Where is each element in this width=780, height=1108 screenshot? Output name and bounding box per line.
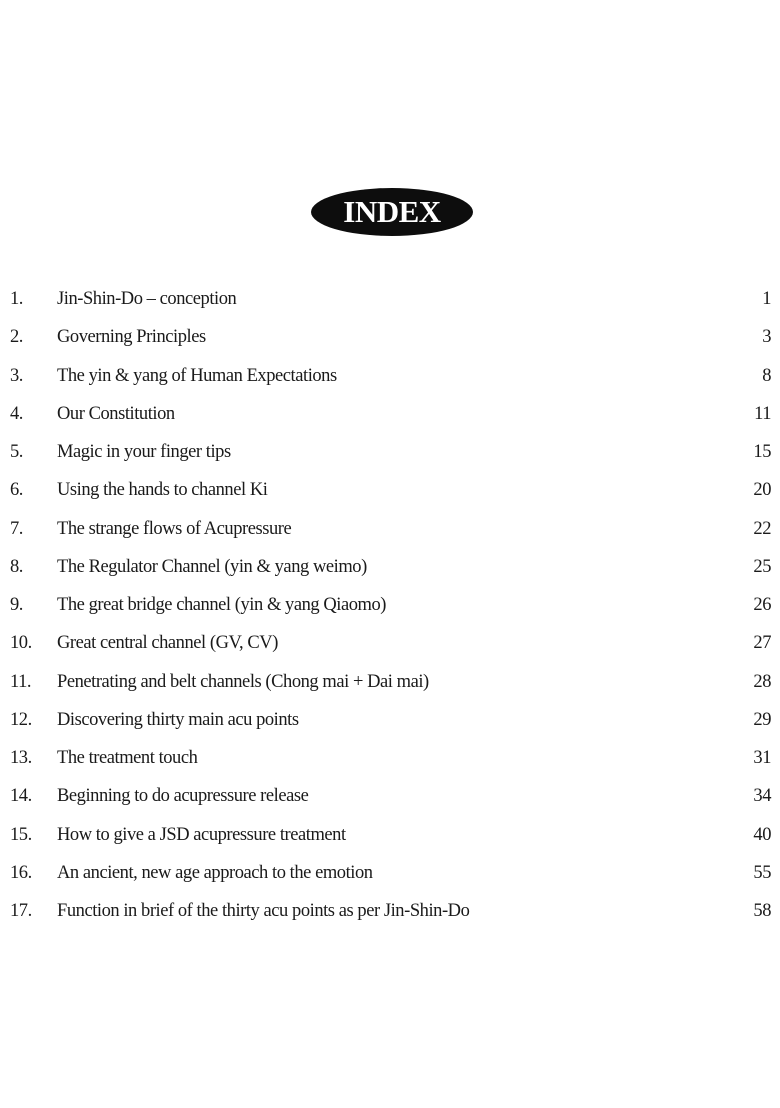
entry-page-number: 15 xyxy=(753,442,771,462)
entry-number: 13. xyxy=(10,748,32,768)
index-heading-badge xyxy=(311,188,473,236)
entry-number: 7. xyxy=(10,518,23,539)
entry-page-number: 58 xyxy=(753,901,771,921)
index-heading: INDEX xyxy=(343,194,441,229)
entry-page-number: 3 xyxy=(762,327,771,348)
entry-number: 15. xyxy=(10,824,32,845)
toc-entry xyxy=(0,705,780,735)
entry-title: An ancient, new age approach to the emotion xyxy=(57,862,373,883)
entry-title: Beginning to do acupressure release xyxy=(57,786,309,807)
entry-title: The treatment touch xyxy=(57,748,198,768)
entry-page-number: 26 xyxy=(753,595,771,615)
entry-page-number: 28 xyxy=(753,671,771,692)
entry-title: The Regulator Channel (yin & yang weimo) xyxy=(57,556,367,577)
entry-number: 8. xyxy=(10,556,23,577)
toc-entry xyxy=(0,628,780,658)
entry-number: 9. xyxy=(10,595,23,615)
toc-entry xyxy=(0,437,780,467)
entry-number: 4. xyxy=(10,403,23,424)
entry-number: 12. xyxy=(10,709,32,730)
entry-title: The great bridge channel (yin & yang Qiaomo) xyxy=(57,595,387,615)
entry-number: 5. xyxy=(10,442,23,462)
entry-number: 14. xyxy=(10,786,32,807)
entry-number: 3. xyxy=(10,365,23,386)
entry-page-number: 40 xyxy=(753,824,771,845)
entry-title: Discovering thirty main acu points xyxy=(57,709,299,730)
entry-number: 17. xyxy=(10,901,32,921)
toc-entry xyxy=(0,514,780,544)
entry-number: 16. xyxy=(10,862,32,883)
toc-entry xyxy=(0,475,780,505)
entry-page-number: 20 xyxy=(753,480,771,501)
entry-title: Our Constitution xyxy=(57,403,175,424)
entry-page-number: 29 xyxy=(753,709,771,730)
toc-entry xyxy=(0,284,780,314)
entry-title: Using the hands to channel Ki xyxy=(57,480,268,501)
toc-entry xyxy=(0,361,780,391)
entry-page-number: 11 xyxy=(754,403,771,424)
entry-title: The strange flows of Acupressure xyxy=(57,518,292,539)
toc-entry xyxy=(0,552,780,582)
entry-title: Function in brief of the thirty acu points as per Jin-Shin-Do xyxy=(57,901,470,921)
entry-title: Penetrating and belt channels (Chong mai + Dai mai) xyxy=(57,671,429,692)
entry-page-number: 31 xyxy=(753,748,771,768)
toc-entry xyxy=(0,858,780,888)
entry-page-number: 8 xyxy=(762,365,771,386)
entry-title: Magic in your finger tips xyxy=(57,442,231,462)
entry-page-number: 27 xyxy=(753,633,771,654)
toc-entry xyxy=(0,667,780,697)
toc-entry xyxy=(0,896,780,926)
entry-number: 10. xyxy=(10,633,32,654)
toc-entry xyxy=(0,820,780,850)
toc-entry xyxy=(0,322,780,352)
entry-title: Governing Principles xyxy=(57,327,206,348)
toc-entry xyxy=(0,590,780,620)
entry-number: 1. xyxy=(10,289,23,309)
entry-page-number: 22 xyxy=(753,518,771,539)
entry-title: How to give a JSD acupressure treatment xyxy=(57,824,346,845)
toc-entry xyxy=(0,743,780,773)
toc-entry xyxy=(0,399,780,429)
entry-page-number: 34 xyxy=(753,786,771,807)
entry-title: Great central channel (GV, CV) xyxy=(57,633,278,654)
entry-number: 11. xyxy=(10,671,32,692)
entry-number: 2. xyxy=(10,327,23,348)
entry-page-number: 1 xyxy=(762,289,771,309)
entry-number: 6. xyxy=(10,480,23,501)
entry-title: Jin-Shin-Do – conception xyxy=(57,289,237,309)
entry-title: The yin & yang of Human Expectations xyxy=(57,365,337,386)
toc-entry xyxy=(0,781,780,811)
entry-page-number: 25 xyxy=(753,556,771,577)
entry-page-number: 55 xyxy=(753,862,771,883)
